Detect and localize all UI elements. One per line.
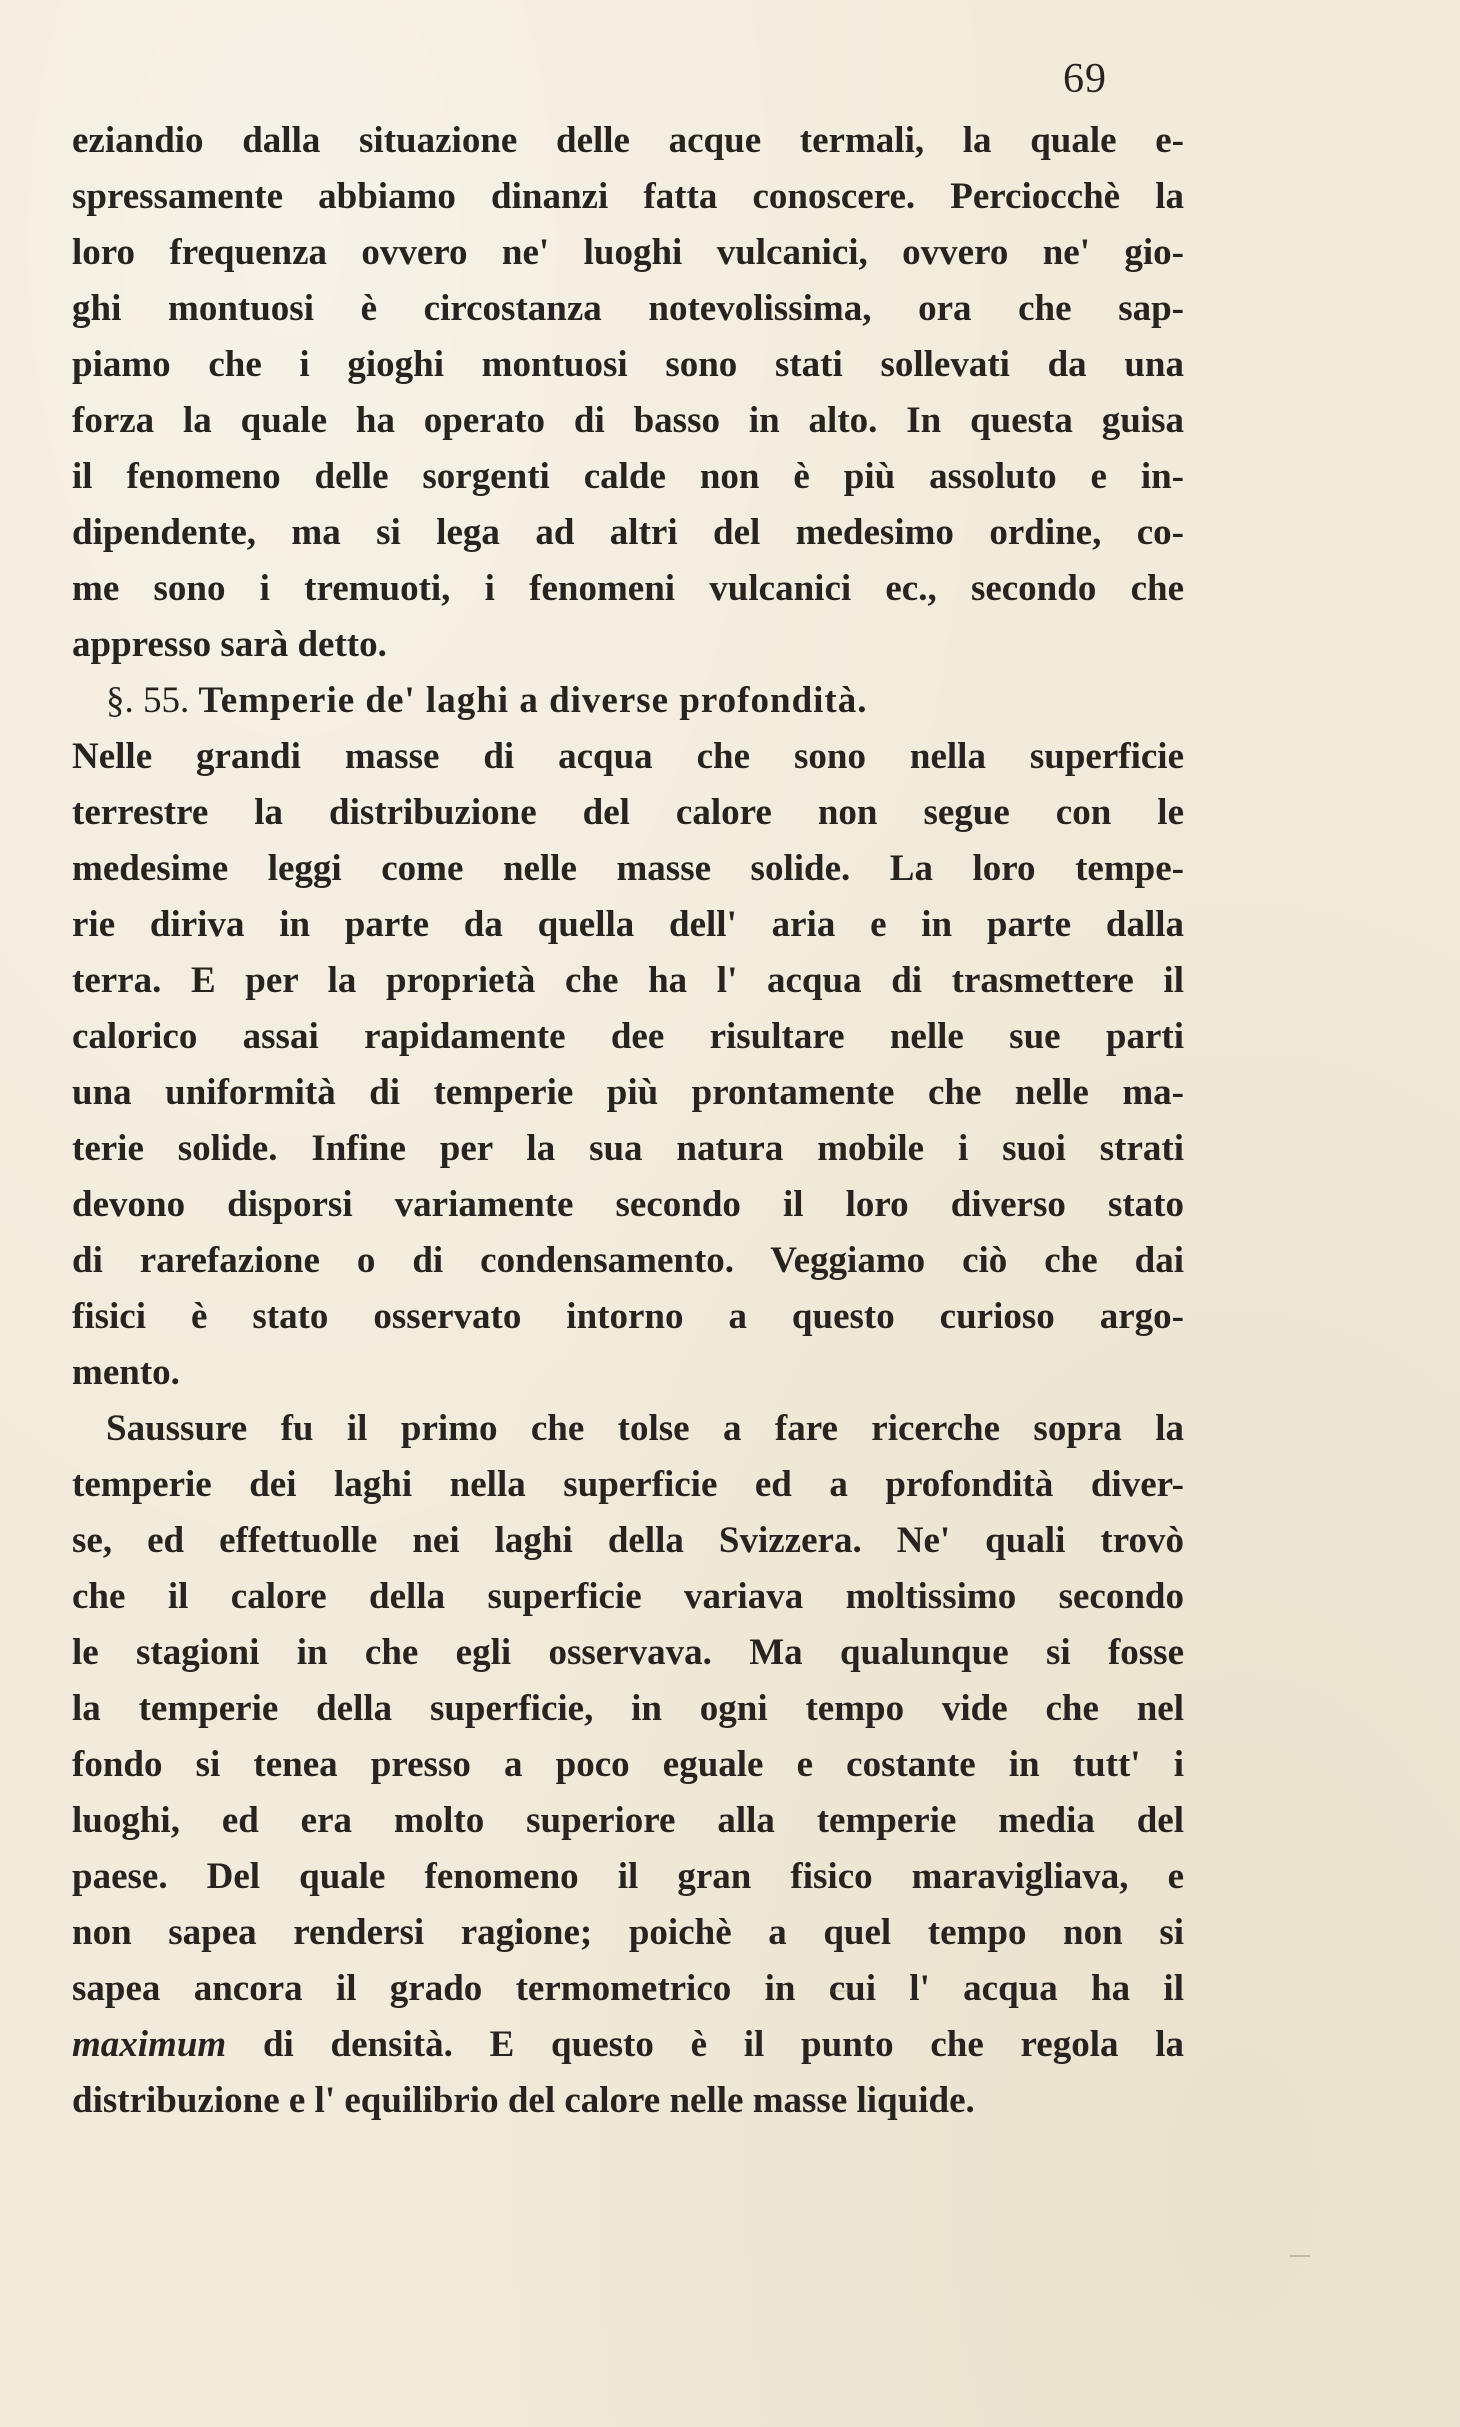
paper-speck: [1290, 2255, 1310, 2257]
body-text: [72, 113, 1184, 2129]
text-line: se, ed effettuolle nei laghi della Svizzera. Ne' quali trovò: [72, 1520, 1184, 1561]
text-line: appresso sarà detto.: [72, 624, 387, 665]
section-heading: [72, 673, 1184, 729]
text-line: ghi montuosi è circostanza notevolissima, ora che sap-: [72, 288, 1184, 329]
text-line: mento.: [72, 1352, 180, 1393]
text-line: dipendente, ma si lega ad altri del medesimo ordine, co-: [72, 512, 1184, 553]
text-line: la temperie della superficie, in ogni tempo vide che nel: [72, 1688, 1184, 1729]
text-line: medesime leggi come nelle masse solide. La loro tempe-: [72, 848, 1184, 889]
text-line: le stagioni in che egli osservava. Ma qualunque si fosse: [72, 1632, 1184, 1673]
text-line: di rarefazione o di condensamento. Veggiamo ciò che dai: [72, 1240, 1184, 1281]
text-line: terra. E per la proprietà che ha l' acqua di trasmettere il: [72, 960, 1184, 1001]
text-line: devono disporsi variamente secondo il loro diverso stato: [72, 1184, 1184, 1225]
text-line: paese. Del quale fenomeno il gran fisico maravigliava, e: [72, 1856, 1184, 1897]
text-line: il fenomeno delle sorgenti calde non è più assoluto e in-: [72, 456, 1184, 497]
text-line: fisici è stato osservato intorno a questo curioso argo-: [72, 1296, 1184, 1337]
text-line: temperie dei laghi nella superficie ed a profondità diver-: [72, 1464, 1184, 1505]
section-number: §. 55.: [106, 680, 190, 721]
text-line: terrestre la distribuzione del calore non segue con le: [72, 792, 1184, 833]
text-line: forza la quale ha operato di basso in alto. In questa guisa: [72, 400, 1184, 441]
text-line: loro frequenza ovvero ne' luoghi vulcanici, ovvero ne' gio-: [72, 232, 1184, 273]
page-number: 69: [1063, 56, 1107, 102]
text-fragment: di densità. E questo è il punto che regola la: [226, 2024, 1184, 2065]
paper-speck: [830, 1990, 850, 1992]
text-line: fondo si tenea presso a poco eguale e costante in tutt' i: [72, 1744, 1184, 1785]
text-line: distribuzione e l' equilibrio del calore nelle masse liquide.: [72, 2080, 975, 2121]
italic-word: maximum: [72, 2024, 227, 2065]
text-line: eziandio dalla situazione delle acque termali, la quale e-: [72, 120, 1184, 161]
text-line: luoghi, ed era molto superiore alla temperie media del: [72, 1800, 1184, 1841]
text-line: spressamente abbiamo dinanzi fatta conoscere. Perciocchè la: [72, 176, 1184, 217]
text-line: non sapea rendersi ragione; poichè a quel tempo non si: [72, 1912, 1184, 1953]
text-line: sapea ancora il grado termometrico in cui l' acqua ha il: [72, 1968, 1184, 2009]
text-line: calorico assai rapidamente dee risultare nelle sue parti: [72, 1016, 1184, 1057]
text-line: Saussure fu il primo che tolse a fare ricerche sopra la: [106, 1408, 1184, 1449]
text-line: rie diriva in parte da quella dell' aria e in parte dalla: [72, 904, 1184, 945]
text-line: che il calore della superficie variava moltissimo secondo: [72, 1576, 1184, 1617]
section-title: Temperie de' laghi a diverse profondità.: [198, 680, 868, 721]
text-line: me sono i tremuoti, i fenomeni vulcanici ec., secondo che: [72, 568, 1184, 609]
text-line: Nelle grandi masse di acqua che sono nella superficie: [72, 736, 1184, 777]
text-line: piamo che i gioghi montuosi sono stati sollevati da una: [72, 344, 1184, 385]
text-line: una uniformità di temperie più prontamente che nelle ma-: [72, 1072, 1184, 1113]
text-line: [72, 2017, 1184, 2073]
text-line: terie solide. Infine per la sua natura mobile i suoi strati: [72, 1128, 1184, 1169]
